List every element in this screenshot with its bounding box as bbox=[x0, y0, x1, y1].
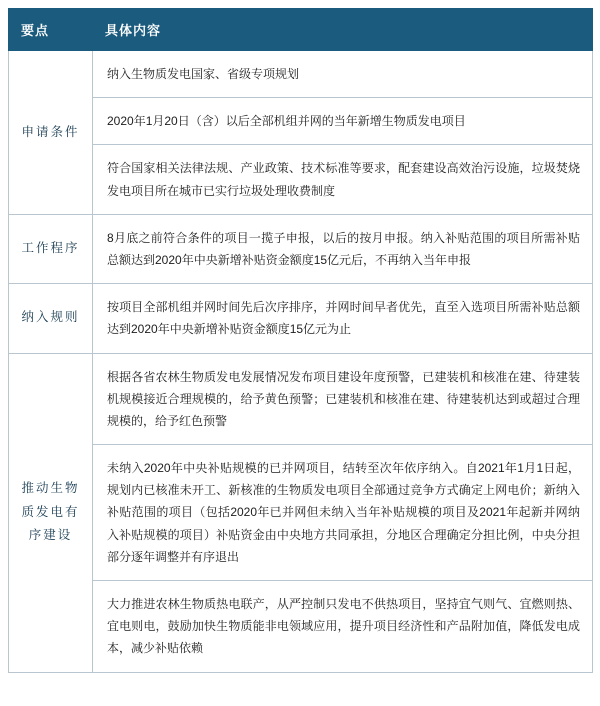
row-value: 纳入生物质发电国家、省级专项规划 bbox=[93, 51, 593, 98]
row-key-application-conditions: 申请条件 bbox=[9, 51, 93, 215]
table-row bbox=[9, 98, 593, 145]
column-header-key: 要点 bbox=[9, 9, 93, 51]
row-key-inclusion-rules: 纳入规则 bbox=[9, 284, 93, 353]
row-value: 大力推进农林生物质热电联产，从严控制只发电不供热项目，坚持宜气则气、宜燃则热、宜电则电，鼓励加快生物质能非电领域应用，提升项目经济性和产品附加值，降低发电成本，减少补贴依赖 bbox=[93, 581, 593, 673]
column-header-content: 具体内容 bbox=[93, 9, 593, 51]
table-row bbox=[9, 51, 593, 98]
row-value: 根据各省农林生物质发电发展情况发布项目建设年度预警，已建装机和核准在建、待建装机规模接近合理规模的，给予黄色预警；已建装机和核准在建、待建装机达到或超过合理规模的，给予红色预警 bbox=[93, 353, 593, 445]
row-value: 8月底之前符合条件的项目一揽子申报，以后的按月申报。纳入补贴范围的项目所需补贴总额达到2020年中央新增补贴资金额度15亿元后，不再纳入当年申报 bbox=[93, 214, 593, 283]
table-row bbox=[9, 214, 593, 283]
table-header bbox=[9, 9, 593, 51]
row-value: 按项目全部机组并网时间先后次序排序，并网时间早者优先，直至入选项目所需补贴总额达到2020年中央新增补贴资金额度15亿元为止 bbox=[93, 284, 593, 353]
table-body bbox=[9, 51, 593, 673]
row-value: 2020年1月20日（含）以后全部机组并网的当年新增生物质发电项目 bbox=[93, 98, 593, 145]
row-key-work-procedure: 工作程序 bbox=[9, 214, 93, 283]
table-row bbox=[9, 145, 593, 214]
table-row bbox=[9, 581, 593, 673]
policy-table-container bbox=[0, 8, 600, 673]
row-value: 符合国家相关法律法规、产业政策、技术标准等要求，配套建设高效治污设施，垃圾焚烧发电项目所在城市已实行垃圾处理收费制度 bbox=[93, 145, 593, 214]
table-header-row bbox=[9, 9, 593, 51]
policy-table bbox=[8, 8, 593, 673]
table-row bbox=[9, 353, 593, 445]
row-key-orderly-construction: 推动生物质发电有序建设 bbox=[9, 353, 93, 672]
table-row bbox=[9, 284, 593, 353]
row-value: 未纳入2020年中央补贴规模的已并网项目，结转至次年依序纳入。自2021年1月1日起，规划内已核准未开工、新核准的生物质发电项目全部通过竞争方式确定上网电价；新纳入补贴范围的项目（包括2020年已并网但未纳入当年补贴规模的项目及2021年起新并网纳入补贴规模的项目）补贴资金由中央地方共同承担，分地区合理确定分担比例，中央分担部分逐年调整并有序退出 bbox=[93, 445, 593, 581]
table-row bbox=[9, 445, 593, 581]
